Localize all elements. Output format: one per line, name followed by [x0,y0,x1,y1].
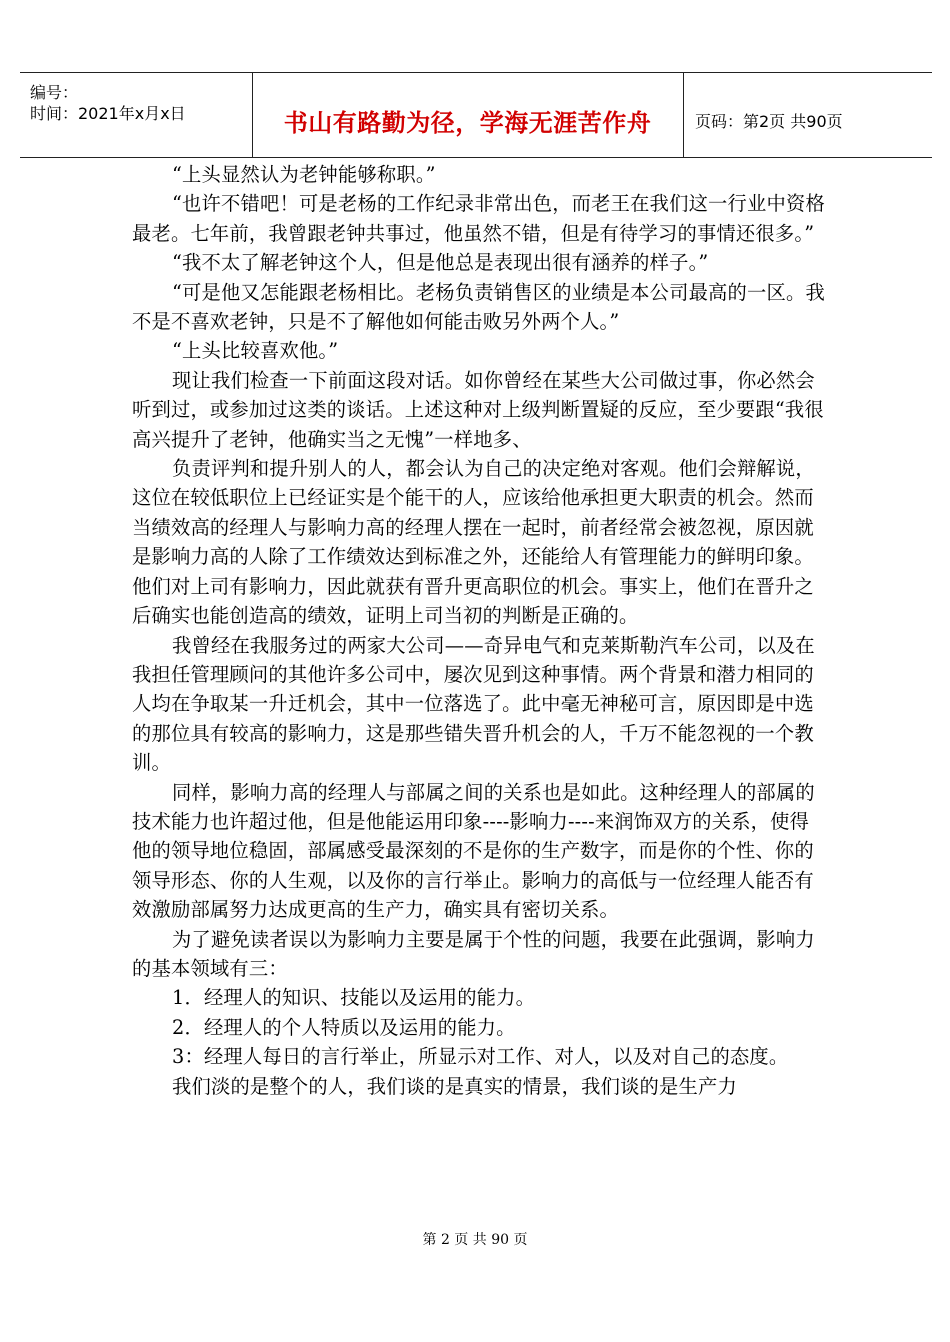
list-item: 2．经理人的个人特质以及运用的能力。 [172,1015,516,1039]
paragraph: 我曾经在我服务过的两家大公司——奇异电气和克莱斯勒汽车公司，以及在我担任管理顾问的其他许多公司中，屡次见到这种事情。两个背景和潜力相同的人均在争取某一升迁机会，其中一位落选了。此中毫无神秘可言，原因即是中选的那位具有较高的影响力，这是那些错失晋升机会的人，千万不能忽视的一个教训。 [132,633,815,775]
paragraph: “我不太了解老钟这个人，但是他总是表现出很有涵养的样子。” [172,251,709,275]
document-body [132,160,828,1101]
header-motto-cell [252,73,684,157]
paragraph: “上头显然认为老钟能够称职。” [172,163,436,186]
list-item: 3：经理人每日的言行举止，所显示对工作、对人，以及对自己的态度。 [172,1045,789,1069]
page-footer: 第 2 页 共 90 页 [422,1232,528,1248]
list-item: 1．经理人的知识、技能以及运用的能力。 [172,986,536,1010]
paragraph: 我们淡的是整个的人，我们谈的是真实的情景，我们谈的是生产力 [172,1074,737,1098]
page-header [20,72,932,158]
paragraph: “可是他又怎能跟老杨相比。老杨负责销售区的业绩是本公司最高的一区。我不是不喜欢老钟，只是不了解他如何能击败另外两个人。” [132,280,825,334]
paragraph: “也许不错吧！可是老杨的工作纪录非常出色，而老王在我们这一行业中资格最老。七年前，我曾跟老钟共事过，他虽然不错，但是有待学习的事情还很多。” [132,192,825,245]
paragraph: 同样，影响力高的经理人与部属之间的关系也是如此。这种经理人的部属的技术能力也许超过他，但是他能运用印象----影响力----来润饰双方的关系，使得他的领导地位稳固，部属感受最深刻的不是你的生产数字，而是你的个性、你的领导形态、你的人生观，以及你的言行举止。影响力的高低与一位经理人能否有效激励部属努力达成更高的生产力，确实具有密切关系。 [132,780,815,922]
document-number-label: 编号： [30,83,79,102]
paragraph: 负责评判和提升别人的人，都会认为自己的决定绝对客观。他们会辩解说，这位在较低职位上已经证实是个能干的人，应该给他承担更大职责的机会。然而当绩效高的经理人与影响力高的经理人摆在一起时，前者经常会被忽视，原因就是影响力高的人除了工作绩效达到标准之外，还能给人有管理能力的鲜明印象。他们对上司有影响力，因此就获有晋升更高职位的机会。事实上，他们在晋升之后确实也能创造高的绩效，证明上司当初的判断是正确的。 [132,457,815,628]
header-motto: 书山有路勤为径，学海无涯苦作舟 [283,109,652,137]
header-info-cell [20,73,253,157]
paragraph: “上头比较喜欢他。” [172,339,339,363]
document-date-label: 时间：2021年x月x日 [30,104,186,123]
header-page-number: 页码：第2页 共90页 [695,112,843,131]
paragraph: 为了避免读者误以为影响力主要是属于个性的问题，我要在此强调，影响力的基本领域有三： [132,927,815,980]
paragraph: 现让我们检查一下前面这段对话。如你曾经在某些大公司做过事，你必然会听到过，或参加过这类的谈话。上述这种对上级判断置疑的反应，至少要跟“我很高兴提升了老钟，他确实当之无愧”一样地多、 [132,368,824,451]
header-page-cell [683,73,932,157]
